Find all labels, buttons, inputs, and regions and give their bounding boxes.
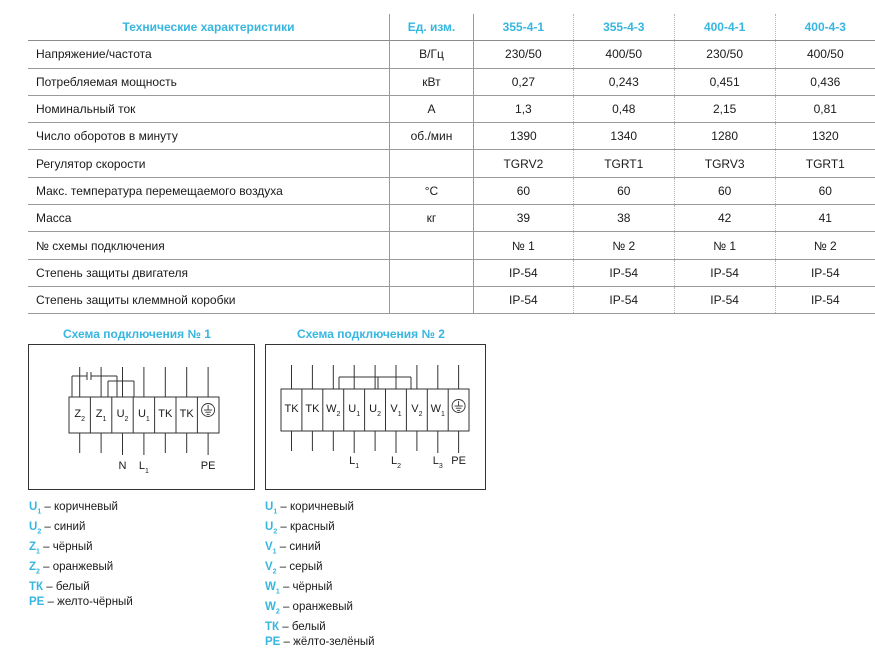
spec-value: IP-54 xyxy=(573,286,674,313)
spec-value: 0,451 xyxy=(674,68,775,95)
legend-key: $Z_2$ xyxy=(29,561,40,576)
legend-item xyxy=(265,520,375,540)
spec-row xyxy=(28,259,875,286)
spec-value: TGRV2 xyxy=(473,150,573,177)
line-label: PE xyxy=(451,455,466,467)
spec-value: IP-54 xyxy=(674,259,775,286)
legend-item xyxy=(265,540,375,560)
spec-name: № схемы подключения xyxy=(28,232,390,259)
terminal-label: $Z_2$ xyxy=(74,408,86,423)
spec-name: Степень защиты клеммной коробки xyxy=(28,286,390,313)
spec-value: TGRV3 xyxy=(674,150,775,177)
spec-value: № 1 xyxy=(473,232,573,259)
legend-item xyxy=(265,600,375,620)
spec-name: Степень защиты двигателя xyxy=(28,259,390,286)
legend-key: ТК xyxy=(265,621,280,633)
legend-text: – синий xyxy=(279,541,321,553)
spec-unit xyxy=(390,232,474,259)
line-label: $L_1$ xyxy=(138,460,149,475)
spec-value: 230/50 xyxy=(674,41,775,68)
spec-value: 1280 xyxy=(674,123,775,150)
legend-key: ТК xyxy=(29,581,44,593)
spec-unit xyxy=(390,259,474,286)
spec-value: 41 xyxy=(775,205,875,232)
header-model: 400-4-1 xyxy=(674,14,775,41)
line-label: $L_3$ xyxy=(432,455,443,470)
terminal-label: TK xyxy=(305,403,320,415)
legend-item xyxy=(29,595,133,610)
scheme-2-diagram xyxy=(265,344,486,490)
spec-value: TGRT1 xyxy=(573,150,674,177)
legend-key: PE xyxy=(29,595,45,608)
spec-value: 0,81 xyxy=(775,95,875,122)
spec-value: 60 xyxy=(674,177,775,204)
terminal-label: $U_1$ xyxy=(348,403,361,418)
spec-value: IP-54 xyxy=(473,259,573,286)
line-label: $L_1$ xyxy=(349,455,360,470)
spec-unit: кВт xyxy=(390,68,474,95)
scheme-2-title: Схема подключения № 2 xyxy=(297,327,445,341)
legend-key: $W_2$ xyxy=(265,601,280,616)
spec-row xyxy=(28,41,875,68)
terminal-label: TK xyxy=(179,408,194,420)
spec-value: 38 xyxy=(573,205,674,232)
legend-item xyxy=(265,560,375,580)
spec-row xyxy=(28,123,875,150)
legend-key: $V_1$ xyxy=(265,541,277,556)
spec-unit: об./мин xyxy=(390,123,474,150)
legend-text: – коричневый xyxy=(280,501,354,513)
legend-key: $U_1$ xyxy=(29,501,42,516)
spec-unit xyxy=(390,286,474,313)
spec-value: 0,436 xyxy=(775,68,875,95)
terminal-label: $V_2$ xyxy=(411,403,423,418)
spec-value: № 1 xyxy=(674,232,775,259)
scheme-2-wiring xyxy=(266,345,485,489)
spec-value: 1320 xyxy=(775,123,875,150)
spec-row xyxy=(28,150,875,177)
spec-name: Макс. температура перемещаемого воздуха xyxy=(28,177,390,204)
legend-text: – белый xyxy=(46,581,90,593)
legend-text: – белый xyxy=(282,621,326,633)
spec-value: 2,15 xyxy=(674,95,775,122)
legend-text: – синий xyxy=(44,521,86,533)
ground-icon xyxy=(202,404,215,417)
spec-value: 1390 xyxy=(473,123,573,150)
spec-value: 0,48 xyxy=(573,95,674,122)
spec-row xyxy=(28,286,875,313)
spec-value: IP-54 xyxy=(473,286,573,313)
terminal-label: $U_2$ xyxy=(369,403,382,418)
legend-item xyxy=(29,500,133,520)
spec-name: Напряжение/частота xyxy=(28,41,390,68)
legend-item xyxy=(29,560,133,580)
spec-unit: В/Гц xyxy=(390,41,474,68)
legend-key: $U_2$ xyxy=(265,521,278,536)
spec-value: 42 xyxy=(674,205,775,232)
terminal-label: $V_1$ xyxy=(390,403,402,418)
spec-value: 1,3 xyxy=(473,95,573,122)
legend-text: – оранжевый xyxy=(282,601,353,613)
spec-value: 1340 xyxy=(573,123,674,150)
specs-header-row xyxy=(28,14,875,41)
legend-text: – чёрный xyxy=(43,541,93,553)
scheme-1-title: Схема подключения № 1 xyxy=(63,327,211,341)
spec-name: Число оборотов в минуту xyxy=(28,123,390,150)
legend-item xyxy=(265,580,375,600)
spec-row xyxy=(28,205,875,232)
legend-text: – жёлто-зелёный xyxy=(283,635,375,648)
spec-name: Потребляемая мощность xyxy=(28,68,390,95)
legend-key: PE xyxy=(265,635,281,648)
legend-key: $U_1$ xyxy=(265,501,278,516)
line-label: $L_2$ xyxy=(390,455,402,470)
terminal-label: $U_1$ xyxy=(137,408,150,423)
scheme-1-wiring xyxy=(29,345,254,489)
legend-item xyxy=(265,635,375,649)
spec-value: 400/50 xyxy=(573,41,674,68)
spec-value: TGRT1 xyxy=(775,150,875,177)
terminal-label: $U_2$ xyxy=(116,408,129,423)
spec-value: 60 xyxy=(573,177,674,204)
legend-item xyxy=(29,540,133,560)
header-characteristics: Технические характеристики xyxy=(28,14,390,41)
legend-key: $W_1$ xyxy=(265,581,280,596)
spec-value: IP-54 xyxy=(775,259,875,286)
ground-icon xyxy=(452,400,465,413)
terminal-label: TK xyxy=(158,408,173,420)
spec-value: 60 xyxy=(775,177,875,204)
header-model: 355-4-1 xyxy=(473,14,573,41)
legend-text: – оранжевый xyxy=(43,561,114,573)
line-label: PE xyxy=(200,460,216,472)
spec-name: Регулятор скорости xyxy=(28,150,390,177)
legend-text: – желто-чёрный xyxy=(47,595,133,608)
legend-text: – чёрный xyxy=(282,581,333,593)
legend-item xyxy=(29,580,133,595)
spec-value: IP-54 xyxy=(674,286,775,313)
spec-value: № 2 xyxy=(775,232,875,259)
legend-text: – коричневый xyxy=(44,501,118,513)
terminal-label: TK xyxy=(284,403,299,415)
header-unit: Ед. изм. xyxy=(390,14,474,41)
legend-item xyxy=(265,500,375,520)
spec-row xyxy=(28,68,875,95)
legend-item xyxy=(265,620,375,635)
line-label: N xyxy=(118,460,127,472)
spec-name: Номинальный ток xyxy=(28,95,390,122)
spec-unit: кг xyxy=(390,205,474,232)
terminal-label: $W_2$ xyxy=(326,403,341,418)
spec-row xyxy=(28,177,875,204)
spec-value: 0,243 xyxy=(573,68,674,95)
spec-unit xyxy=(390,150,474,177)
header-model: 355-4-3 xyxy=(573,14,674,41)
legend-item xyxy=(29,520,133,540)
spec-value: 60 xyxy=(473,177,573,204)
legend-text: – серый xyxy=(279,561,323,573)
spec-row xyxy=(28,95,875,122)
spec-value: 400/50 xyxy=(775,41,875,68)
spec-value: IP-54 xyxy=(573,259,674,286)
scheme-1-diagram xyxy=(28,344,255,490)
scheme-1-legend xyxy=(29,500,133,609)
header-model: 400-4-3 xyxy=(775,14,875,41)
legend-text: – красный xyxy=(280,521,335,533)
legend-key: $Z_1$ xyxy=(29,541,40,556)
spec-value: 39 xyxy=(473,205,573,232)
terminal-label: $W_1$ xyxy=(430,403,445,418)
spec-value: № 2 xyxy=(573,232,674,259)
spec-row xyxy=(28,232,875,259)
specs-table xyxy=(28,14,875,314)
spec-value: IP-54 xyxy=(775,286,875,313)
spec-value: 230/50 xyxy=(473,41,573,68)
spec-name: Масса xyxy=(28,205,390,232)
legend-key: $U_2$ xyxy=(29,521,42,536)
terminal-label: $Z_1$ xyxy=(95,408,107,423)
spec-unit: °С xyxy=(390,177,474,204)
spec-unit: А xyxy=(390,95,474,122)
legend-key: $V_2$ xyxy=(265,561,277,576)
spec-value: 0,27 xyxy=(473,68,573,95)
